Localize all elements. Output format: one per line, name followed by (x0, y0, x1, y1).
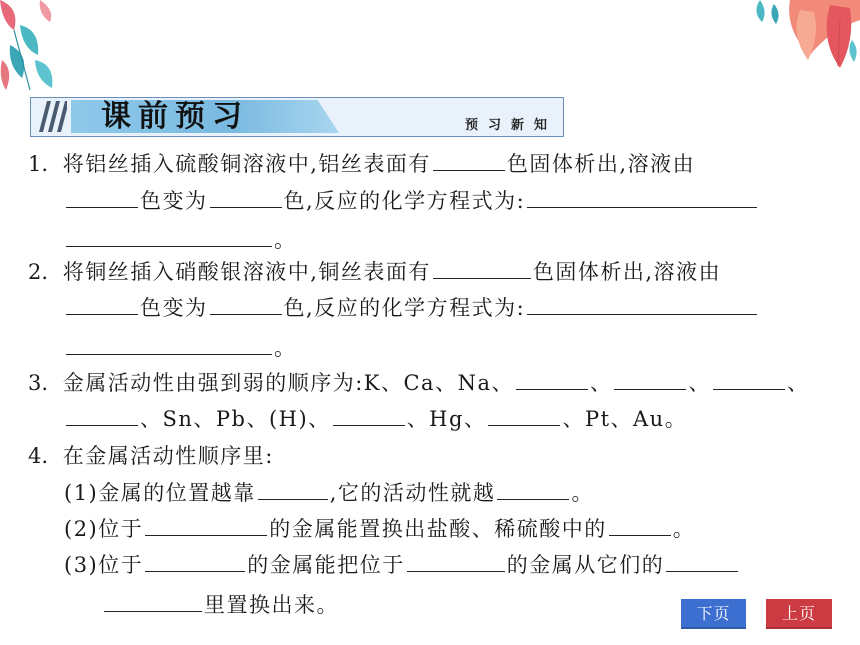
section-subtitle: 预习新知 (464, 118, 557, 133)
answer-blank[interactable] (609, 515, 671, 536)
question-4-intro (28, 442, 274, 470)
question-text: ,它的活动性就越 (329, 481, 496, 505)
answer-blank[interactable] (66, 405, 138, 426)
question-text: 、 (589, 371, 613, 395)
question-text: 。 (571, 481, 594, 505)
answer-blank[interactable] (497, 479, 569, 500)
question-text: 、Pt、Au。 (562, 407, 688, 431)
next-page-button[interactable]: 下页 (681, 599, 746, 629)
question-text: 。 (274, 228, 297, 252)
question-text: 的金属从它们的 (506, 553, 665, 577)
question-text: 色变为 (140, 296, 208, 320)
answer-blank[interactable] (488, 405, 560, 426)
answer-blank[interactable] (433, 150, 505, 171)
question-text: (1)金属的位置越靠 (64, 481, 256, 505)
question-4-part-2 (64, 515, 695, 543)
question-text: 。 (274, 336, 297, 360)
answer-blank[interactable] (666, 551, 738, 572)
answer-blank[interactable] (527, 187, 757, 208)
question-number: 2. (28, 260, 55, 284)
answer-blank[interactable] (145, 515, 267, 536)
question-text: 色,反应的化学方程式为: (283, 189, 526, 213)
question-2-line-3 (64, 334, 297, 362)
answer-blank[interactable] (210, 294, 282, 315)
answer-blank[interactable] (433, 258, 531, 279)
question-text: 色固体析出,溶液由 (506, 152, 696, 176)
question-text: 、Sn、Pb、(H)、 (140, 407, 331, 431)
section-title: 课前预习 (101, 99, 249, 134)
question-text: 色固体析出,溶液由 (532, 260, 722, 284)
question-text: 将铜丝插入硝酸银溶液中,铜丝表面有 (62, 260, 431, 284)
question-text: 色,反应的化学方程式为: (283, 296, 526, 320)
leaf-decoration-top-left (0, 0, 80, 95)
answer-blank[interactable] (145, 551, 245, 572)
answer-blank[interactable] (516, 369, 588, 390)
answer-blank[interactable] (614, 369, 686, 390)
question-3-line-2 (64, 405, 687, 433)
question-text: 、 (786, 371, 810, 395)
question-text: 在金属活动性顺序里: (62, 444, 274, 468)
answer-blank[interactable] (713, 369, 785, 390)
question-4-part-3 (64, 551, 740, 579)
question-text: 将铝丝插入硫酸铜溶液中,铝丝表面有 (62, 152, 431, 176)
question-text: (3)位于 (64, 553, 144, 577)
leaf-icon (0, 0, 52, 90)
question-number: 3. (28, 371, 55, 395)
question-2-line-2 (64, 294, 759, 322)
stripes-icon (35, 101, 67, 132)
question-text: 金属活动性由强到弱的顺序为:K、Ca、Na、 (62, 371, 514, 395)
previous-page-button[interactable]: 上页 (766, 599, 832, 629)
question-text: 色变为 (140, 189, 208, 213)
leaf-decoration-top-right (730, 0, 860, 75)
answer-blank[interactable] (66, 334, 272, 355)
leaf-icon (756, 0, 860, 68)
question-4-part-3-cont (102, 591, 339, 619)
answer-blank[interactable] (66, 226, 272, 247)
answer-blank[interactable] (258, 479, 328, 500)
question-2-line-1 (28, 258, 721, 286)
answer-blank[interactable] (66, 187, 138, 208)
answer-blank[interactable] (333, 405, 405, 426)
question-text: 。 (672, 517, 696, 541)
question-text: 里置换出来。 (204, 593, 339, 617)
question-text: 、 (688, 371, 711, 395)
question-text: 的金属能把位于 (247, 553, 405, 577)
answer-blank[interactable] (407, 551, 505, 572)
question-number: 1. (28, 152, 55, 176)
answer-blank[interactable] (66, 294, 138, 315)
question-number: 4. (28, 444, 55, 468)
question-text: 的金属能置换出盐酸、稀硫酸中的 (269, 517, 607, 541)
question-4-part-1 (64, 479, 594, 507)
section-banner (30, 97, 564, 137)
answer-blank[interactable] (104, 591, 202, 612)
question-text: (2)位于 (64, 517, 144, 541)
question-1-line-1 (28, 150, 695, 178)
answer-blank[interactable] (210, 187, 282, 208)
answer-blank[interactable] (527, 294, 757, 315)
question-1-line-2 (64, 187, 759, 215)
question-3-line-1 (28, 369, 809, 397)
question-1-line-3 (64, 226, 297, 254)
question-text: 、Hg、 (406, 407, 487, 431)
